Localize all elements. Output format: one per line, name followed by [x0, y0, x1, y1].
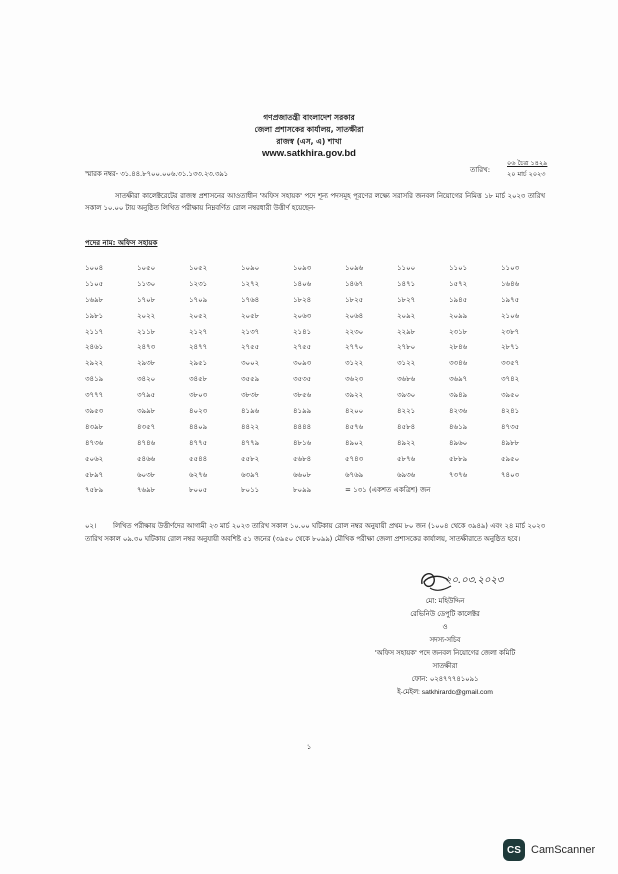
gov-title: গণপ্রজাতন্ত্রী বাংলাদেশ সরকার — [263, 113, 355, 122]
roll-number: ১৪৬৭ — [345, 279, 364, 288]
roll-number: ৭৬৯৮ — [137, 486, 156, 495]
signatory-phone: ফোন: ০২৪৭৭৭৪১০৯১ — [411, 675, 479, 683]
paragraph-2-text: লিখিত পরীক্ষায় উত্তীর্ণদের আগামী ২৩ মার্চ ২০২৩ তারিখ সকাল ১০.০০ ঘটিকায় রোল নম্বর অনুযায়ী প্রথম ৮০ জন (১০০৪ থেকে ৩৯৪৯) এবং ২৪ মার্চ ২০২৩ তারিখ সকাল ০৯.৩০ ঘটিকায় রোল নম্বর অনুযায়ী অবশিষ্ট ৫১ জনের (৩৯৫০ থেকে ৮০৯৯) মৌখিক পরীক্ষা জেলা প্রশাসকের কার্যালয়, সাতক্ষীরাতে অনুষ্ঠিত হবে। — [85, 522, 545, 543]
roll-number: ১৪০৬ — [293, 279, 312, 288]
roll-number: ৩৭৭৭ — [85, 391, 104, 400]
roll-number: ১৮২৭ — [397, 295, 416, 304]
date-gregorian: ২০ মার্চ ২০২৩ — [507, 170, 546, 178]
signatory-email[interactable]: ই-মেইল: satkhirardc@gmail.com — [397, 689, 493, 696]
roll-number: ২৭৫৫ — [241, 343, 260, 352]
roll-number: ৩৯৩০ — [397, 391, 416, 400]
roll-number: ৩৯৫৩ — [85, 407, 104, 416]
roll-number: ৩৭৯৫ — [137, 391, 156, 400]
roll-number: ১১০০ — [397, 264, 416, 272]
roll-row — [85, 294, 545, 310]
roll-number: ২৯৩৮ — [137, 359, 156, 368]
roll-number: ৫৮৮৯ — [449, 454, 468, 463]
roll-number: ৪৫৭৬ — [345, 422, 364, 431]
roll-number: ১১০১ — [449, 264, 468, 272]
roll-number: ৩৮৫৬ — [293, 391, 312, 400]
roll-number: ১৯৪৫ — [449, 295, 468, 304]
roll-number: ৩৩৫৭ — [501, 359, 520, 368]
roll-number: ১১৩০ — [137, 279, 156, 288]
roll-number: ৪৮১৬ — [293, 438, 312, 447]
roll-number: ২১১৭ — [85, 327, 104, 336]
roll-number: ৪৭৪৬ — [137, 438, 156, 447]
signatory-role: সদস্য-সচিব — [429, 636, 461, 644]
roll-number: ২২৩০ — [345, 327, 364, 336]
roll-number: ১০৯৩ — [293, 264, 312, 272]
roll-number: ৪৭৭৯ — [241, 438, 260, 447]
roll-number: ২৯২২ — [85, 359, 104, 368]
website-link[interactable]: www.satkhira.gov.bd — [262, 148, 356, 159]
roll-number: ১৯৮১ — [85, 311, 104, 320]
roll-number: ৫৮৭৬ — [397, 454, 416, 463]
roll-number: ২৮৭১ — [501, 343, 520, 352]
signatory-conj: ও — [442, 623, 448, 631]
roll-number: ২০৫৮ — [241, 311, 260, 320]
roll-row — [85, 326, 545, 342]
roll-row — [85, 278, 545, 294]
roll-row — [85, 389, 545, 405]
roll-number: ২১২৭ — [189, 327, 208, 336]
intro-paragraph: সাতক্ষীরা কালেক্টরেটের রাজস্ব প্রশাসনের আওতাধীন 'অফিস সহায়ক' পদে শূন্য পদসমূহ পূরণের লক্ষ্যে সরাসরি জনবল নিয়োগের নিমিত্ত ১৮ মার্চ ২০২৩ তারিখ সকাল ১০.০০ টায় অনুষ্ঠিত লিখিত পরীক্ষায় নিম্নবর্ণিত রোল নম্বরধারী উত্তীর্ণ হয়েছেন- — [85, 192, 545, 212]
roll-number: ১৭৬৪ — [241, 295, 260, 304]
roll-number: ৭৩৭৬ — [449, 470, 468, 479]
roll-number: ৫৫৪৪ — [189, 454, 208, 463]
roll-row — [85, 373, 545, 389]
signatory-name: মো: মহিউদ্দিন — [425, 597, 465, 605]
roll-number: ৪১৯৯ — [293, 407, 312, 416]
roll-number: ৪৯৬০ — [449, 438, 468, 447]
roll-number: ৫৭৪৩ — [345, 454, 364, 463]
roll-number: ৩৫৫৯ — [241, 375, 260, 384]
camscanner-watermark — [503, 839, 595, 861]
roll-number: ৩৯২২ — [345, 391, 364, 400]
roll-number: ১০৯০ — [241, 264, 260, 272]
roll-number: ৪২০০ — [345, 407, 364, 416]
roll-number: ৪৭৭৫ — [189, 438, 208, 447]
roll-number: ২০৬৩ — [293, 311, 312, 320]
roll-number: ৩৭৪২ — [501, 375, 520, 384]
roll-number: ৩১২২ — [397, 359, 416, 368]
roll-number: ৪৭৩৬ — [85, 438, 104, 447]
roll-number: ৫৬৮৪ — [293, 454, 312, 463]
signature-date: ২০.০৩.২০২৩ — [445, 575, 504, 586]
roll-number: ২৩১৮ — [449, 327, 468, 336]
roll-number: ৬৭৬৯ — [345, 470, 364, 479]
page-number: ১ — [306, 743, 312, 751]
roll-number: ৩৮৩৮ — [241, 391, 260, 400]
roll-number: ২১৩৭ — [241, 327, 260, 336]
roll-number: ৩৯৯৮ — [137, 407, 156, 416]
roll-row — [85, 421, 545, 437]
roll-number: ৪৭৩৫ — [501, 422, 520, 431]
roll-number: ১৭০৮ — [137, 295, 156, 304]
roll-number: ১১০৩ — [501, 264, 520, 272]
roll-number: ২৪৬১ — [85, 343, 104, 352]
signatory-committee: 'অফিস সহায়ক' পদে জনবল নিয়োগের জেলা কমিটি — [374, 649, 516, 657]
roll-number: ৪৪৪৪ — [293, 422, 312, 431]
roll-row — [85, 453, 545, 469]
roll-number: ১২৩১ — [189, 279, 208, 288]
roll-row — [85, 341, 545, 357]
roll-number: ২৪৭৭ — [189, 343, 208, 352]
roll-number: ৩৬৯৭ — [449, 375, 468, 384]
roll-number: ৪৯২২ — [397, 438, 416, 447]
roll-number: ৪৯০২ — [345, 438, 364, 447]
signatory-designation: রেভিনিউ ডেপুটি কালেক্টর — [410, 610, 480, 618]
roll-row — [85, 437, 545, 453]
roll-number: ১২৭২ — [241, 279, 260, 288]
roll-number: ২০৯৯ — [449, 311, 468, 320]
roll-number: ৬২৭৬ — [189, 470, 208, 479]
roll-number: ৪১৯৬ — [241, 407, 260, 416]
roll-number: ১৪৭১ — [397, 279, 416, 288]
roll-number: ৩৮০৩ — [189, 391, 208, 400]
roll-number: ১০০৪ — [85, 264, 104, 272]
roll-number: ১০৫২ — [189, 264, 208, 272]
roll-number: ৩০০২ — [241, 359, 260, 368]
roll-number: ৪২২১ — [397, 407, 416, 416]
roll-number: ৪২৪১ — [501, 407, 520, 416]
roll-number: ১৭০৯ — [189, 295, 208, 304]
roll-row — [85, 310, 545, 326]
roll-number: ৩১২২ — [345, 359, 364, 368]
roll-number: ৩৪৫৮ — [189, 375, 208, 384]
roll-number: ৩৩৪৬ — [449, 359, 468, 368]
roll-number: ২৭৭০ — [345, 343, 364, 352]
camscanner-logo-icon: CS — [503, 839, 525, 861]
roll-number: ৫৯৫০ — [501, 454, 520, 463]
roll-number: ৬৯৩৬ — [397, 470, 416, 479]
paragraph-2 — [85, 520, 545, 546]
memo-number: স্মারক নম্বর- ৩১.৪৪.৮৭০০.০০৬.৩১.১৩৩.২৩.৩৯১ — [85, 170, 229, 178]
roll-number: ১১০৫ — [85, 279, 104, 288]
roll-number: ২৩৮৭ — [501, 327, 520, 336]
roll-number: ৬৬০৮ — [293, 470, 312, 479]
roll-number: ৪৫৮৪ — [397, 422, 416, 431]
total-count: = ১৩১ (একশত একত্রিশ) জন — [345, 486, 431, 495]
roll-number: ৫৫৮২ — [241, 454, 260, 463]
roll-number: ৩৬২৩ — [345, 375, 364, 384]
roll-number: ৩৯৪৯ — [449, 391, 468, 400]
roll-number: ৩৯৫০ — [501, 391, 520, 400]
roll-row — [85, 357, 545, 373]
paragraph-number: ০২। — [85, 522, 97, 530]
roll-number: ৬৩৯৭ — [241, 470, 260, 479]
roll-number: ৪২৩৬ — [449, 407, 468, 416]
signature-block — [330, 595, 560, 699]
roll-number: ১৮২৪ — [293, 295, 312, 304]
roll-number: ৩৪২০ — [137, 375, 156, 384]
roll-number: ৪৪০৯ — [189, 422, 208, 431]
roll-number: ১৬৪৬ — [501, 279, 520, 288]
roll-row — [85, 262, 545, 278]
roll-number: ৪৬১৯ — [449, 422, 468, 431]
roll-number: ৩০৯৩ — [293, 359, 312, 368]
post-title: পদের নাম: অফিস সহায়ক — [85, 239, 158, 247]
roll-number: ১৮২৫ — [345, 295, 364, 304]
roll-number: ৫৮৯৭ — [85, 470, 104, 479]
roll-number: ১০৯৬ — [345, 264, 364, 272]
roll-number: ২০৬৪ — [345, 311, 364, 320]
roll-number: ১০৫০ — [137, 264, 156, 272]
roll-row — [85, 484, 545, 500]
roll-number: ১৫৭২ — [449, 279, 468, 288]
roll-number: ৫০৬২ — [85, 454, 104, 463]
roll-number: ৪৪২২ — [241, 422, 260, 431]
roll-number: ৩৬৮৬ — [397, 375, 416, 384]
roll-number-table — [85, 262, 545, 500]
roll-number: ১৯৭৫ — [501, 295, 520, 304]
roll-number: ৭৫৮৯ — [85, 486, 104, 495]
roll-number: ২১১৮ — [137, 327, 156, 336]
roll-number: ২১৪১ — [293, 327, 312, 336]
roll-number: ২৮৪৬ — [449, 343, 468, 352]
roll-number: ৩৫৩৫ — [293, 375, 312, 384]
roll-number: ২২৯৮ — [397, 327, 416, 336]
roll-number: ২১০৬ — [501, 311, 520, 320]
roll-number: ৮০১১ — [241, 486, 260, 495]
roll-number: ২৭৮০ — [397, 343, 416, 352]
roll-number: ৮০৯৯ — [293, 486, 312, 495]
roll-number: ৭৪০৩ — [501, 470, 520, 479]
roll-number: ২০৯২ — [397, 311, 416, 320]
roll-number: ৪০২৩ — [189, 407, 208, 416]
office-title: জেলা প্রশাসকের কার্যালয়, সাতক্ষীরা — [254, 125, 364, 134]
roll-number: ২০২২ — [137, 311, 156, 320]
roll-number: ৬০৩৮ — [137, 470, 156, 479]
roll-row — [85, 405, 545, 421]
camscanner-label: CamScanner — [531, 844, 596, 856]
roll-number: ৩৪১৯ — [85, 375, 104, 384]
roll-number: ২৪৭৩ — [137, 343, 156, 352]
roll-number: ৪৩৯৮ — [85, 422, 104, 431]
roll-number: ৮০০৫ — [189, 486, 208, 495]
roll-number: ৫৪৬৬ — [137, 454, 156, 463]
roll-number: ৪৩৫৭ — [137, 422, 156, 431]
signatory-place: সাতক্ষীরা — [432, 662, 458, 670]
date-label: তারিখ: — [470, 166, 491, 174]
roll-number: ২৯৫১ — [189, 359, 208, 368]
date-bangla: ০৬ চৈত্র ১৪২৯ — [507, 159, 548, 167]
roll-number: ৪৯৮৮ — [501, 438, 520, 447]
roll-row — [85, 469, 545, 485]
roll-number: ২০৫২ — [189, 311, 208, 320]
roll-number: ২৭৫৫ — [293, 343, 312, 352]
roll-number: ১৬৯৮ — [85, 295, 104, 304]
section-title: রাজস্ব (এস, এ) শাখা — [276, 137, 342, 146]
